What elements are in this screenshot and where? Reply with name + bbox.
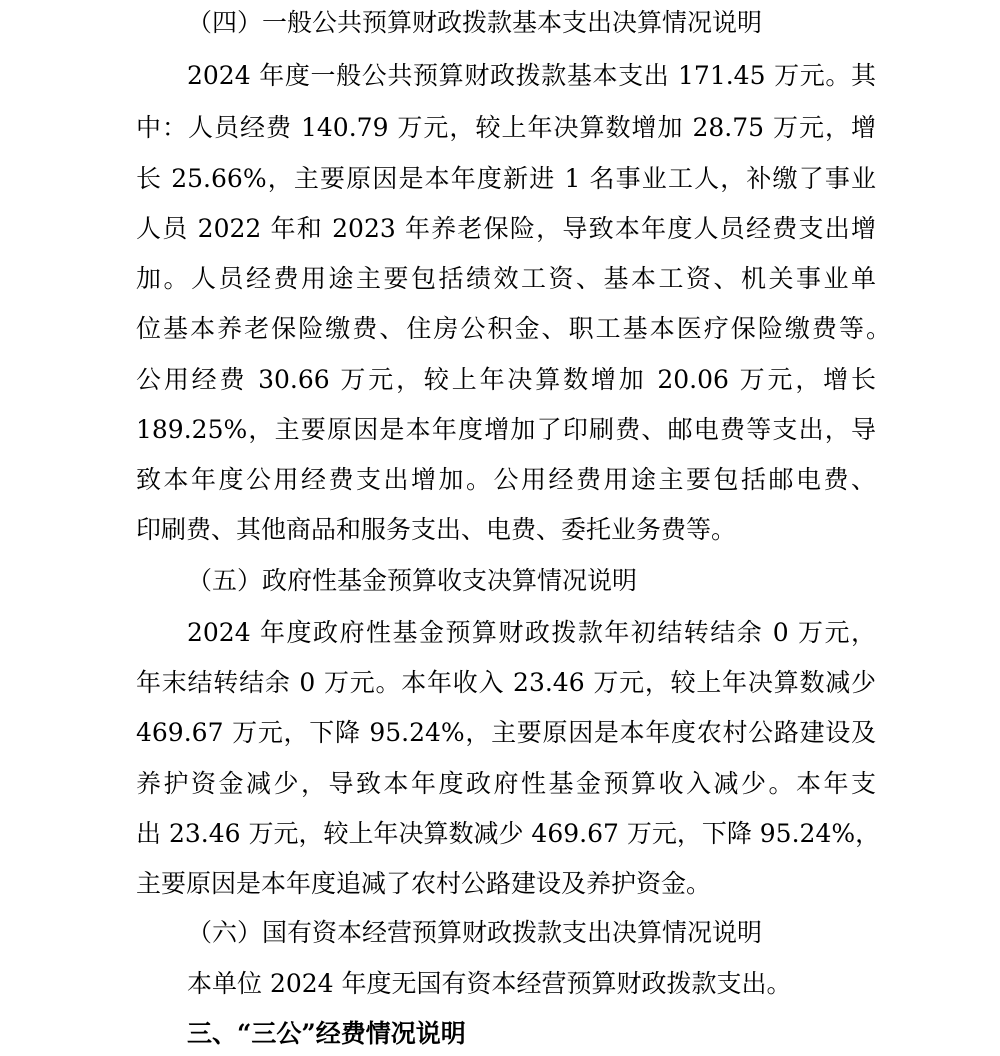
section-4-line-10: 印刷费、其他商品和服务支出、电费、委托业务费等。 xyxy=(136,515,737,544)
section-4-line-5: 加。人员经费用途主要包括绩效工资、基本工资、机关事业单 xyxy=(136,264,876,293)
section-5-line-6: 主要原因是本年度追减了农村公路建设及养护资金。 xyxy=(136,869,712,898)
section-4-heading: （四）一般公共预算财政拨款基本支出决算情况说明 xyxy=(187,8,763,37)
section-4-line-8: 189.25%，主要原因是本年度增加了印刷费、邮电费等支出，导 xyxy=(136,415,876,444)
section-4-line-6: 位基本养老保险缴费、住房公积金、职工基本医疗保险缴费等。 xyxy=(136,314,891,343)
section-6-line-1: 本单位 2024 年度无国有资本经营预算财政拨款支出。 xyxy=(187,969,792,998)
section-6-heading: （六）国有资本经营预算财政拨款支出决算情况说明 xyxy=(187,918,763,947)
section-5-line-5: 出 23.46 万元，较上年决算数减少 469.67 万元，下降 95.24%， xyxy=(136,819,881,848)
section-5-line-4: 养护资金减少，导致本年度政府性基金预算收入减少。本年支 xyxy=(136,769,876,798)
section-4-line-9: 致本年度公用经费支出增加。公用经费用途主要包括邮电费、 xyxy=(136,465,876,494)
section-5-line-2: 年末结转结余 0 万元。本年收入 23.46 万元，较上年决算数减少 xyxy=(136,668,876,697)
section-4-line-7: 公用经费 30.66 万元，较上年决算数增加 20.06 万元，增长 xyxy=(136,365,876,394)
section-4-line-3: 长 25.66%，主要原因是本年度新进 1 名事业工人，补缴了事业 xyxy=(136,164,876,193)
section-5-heading: （五）政府性基金预算收支决算情况说明 xyxy=(187,566,638,595)
section-3-heading: 三、“三公”经费情况说明 xyxy=(187,1019,466,1048)
section-4-line-2: 中：人员经费 140.79 万元，较上年决算数增加 28.75 万元，增 xyxy=(136,113,876,142)
section-5-line-3: 469.67 万元，下降 95.24%，主要原因是本年度农村公路建设及 xyxy=(136,718,876,747)
section-5-line-1: 2024 年度政府性基金预算财政拨款年初结转结余 0 万元， xyxy=(187,618,876,647)
section-4-line-4: 人员 2022 年和 2023 年养老保险，导致本年度人员经费支出增 xyxy=(136,214,876,243)
section-4-line-1: 2024 年度一般公共预算财政拨款基本支出 171.45 万元。其 xyxy=(187,61,876,90)
